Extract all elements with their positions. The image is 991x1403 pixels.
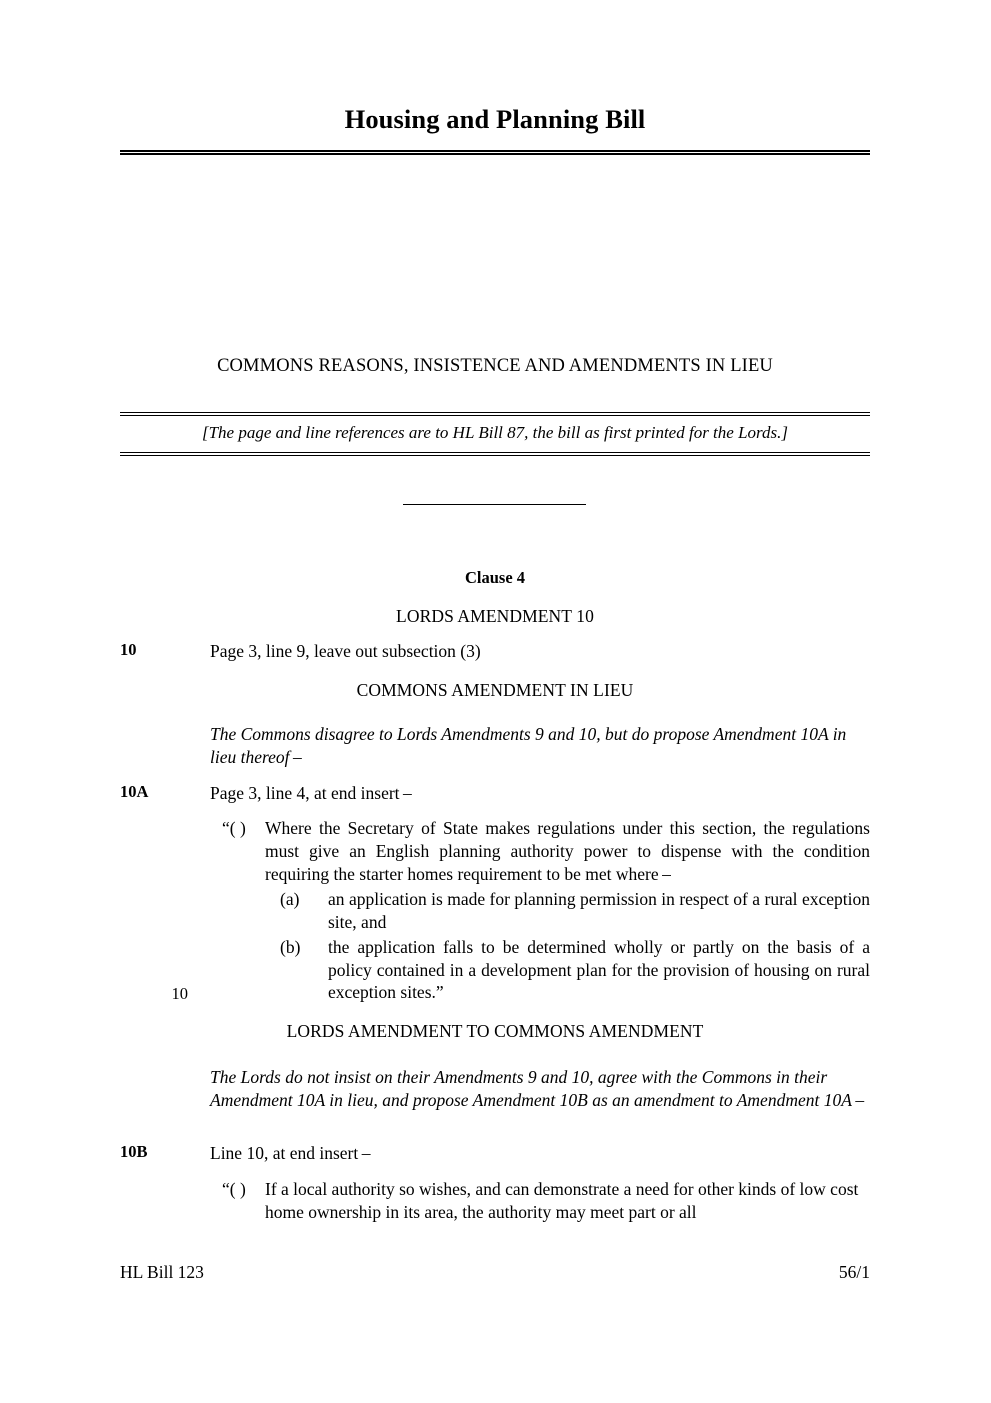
amendment-entry-10B [120,1142,870,1165]
amendment-text-10B: Line 10, at end insert – [210,1143,371,1163]
quote-body: If a local authority so wishes, and can demonstrate a need for other kinds of low cost home ownership in its area, the authority may meet part or all [265,1179,859,1222]
lords-explanation-block [120,1066,870,1113]
quoted-insertion-10B [120,1178,870,1224]
lords-amendment-to-commons-amendment-heading: LORDS AMENDMENT TO COMMONS AMENDMENT [286,1021,704,1041]
amendment-text-10: Page 3, line 9, leave out subsection (3) [210,641,481,661]
quote-subparagraph-b [120,936,870,1004]
amendment-number-10A: 10A [120,782,149,801]
commons-amendment-in-lieu-heading: COMMONS AMENDMENT IN LIEU [356,680,634,700]
section-heading: COMMONS REASONS, INSISTENCE AND AMENDMENTS IN LIEU [217,356,773,376]
lords-explanation-text: The Lords do not insist on their Amendments 9 and 10, agree with the Commons in their Amendment 10A in lieu, and propose Amendment 10B as an amendment to Amendment 10A – [210,1067,865,1111]
subparagraph-marker-b: (b) [280,936,301,957]
subparagraph-text-b: the application falls to be determined wholly or partly on the basis of a policy contained in a development plan for the provision of housing on rural exception sites.” [328,936,870,1003]
amendment-entry-10A [120,782,870,805]
amendment-entry-10 [120,640,870,663]
amendment-number-10B: 10B [120,1142,148,1161]
quoted-insertion-10A [120,817,870,1004]
footer-page-reference: 56/1 [838,1262,870,1282]
note-top-rule [120,412,870,416]
quote-marker: “( ) [222,1179,246,1199]
section-separator-rule [403,504,586,505]
lords-amendment-10-heading: LORDS AMENDMENT 10 [396,606,594,626]
amendment-number-10: 10 [120,640,137,659]
page-footer [120,1262,870,1283]
margin-line-number: 10 [171,984,188,1003]
subparagraph-text-a: an application is made for planning permission in respect of a rural exception site, and [328,889,870,932]
quote-marker: “( ) [222,818,246,838]
commons-explanation-block [120,723,870,770]
page-line-reference-note: [The page and line references are to HL Bill 87, the bill as first printed for the Lords.] [201,423,788,442]
commons-explanation-text: The Commons disagree to Lords Amendments 9 and 10, but do propose Amendment 10A in lieu thereof – [210,724,847,768]
quote-subparagraph-a [120,888,870,934]
amendment-text-10A: Page 3, line 4, at end insert – [210,783,412,803]
quote-body: Where the Secretary of State makes regulations under this section, the regulations must give an English planning authority power to dispense with the condition requiring the starter homes requirement to be met where – [265,818,870,884]
footer-bill-reference: HL Bill 123 [120,1262,204,1282]
subparagraph-marker-a: (a) [280,889,300,910]
clause-heading: Clause 4 [464,568,526,587]
title-divider-rule [120,150,870,155]
quote-paragraph [120,817,870,885]
page-title: Housing and Planning Bill [344,104,646,134]
quote-paragraph [120,1178,870,1224]
note-bottom-rule [120,452,870,456]
